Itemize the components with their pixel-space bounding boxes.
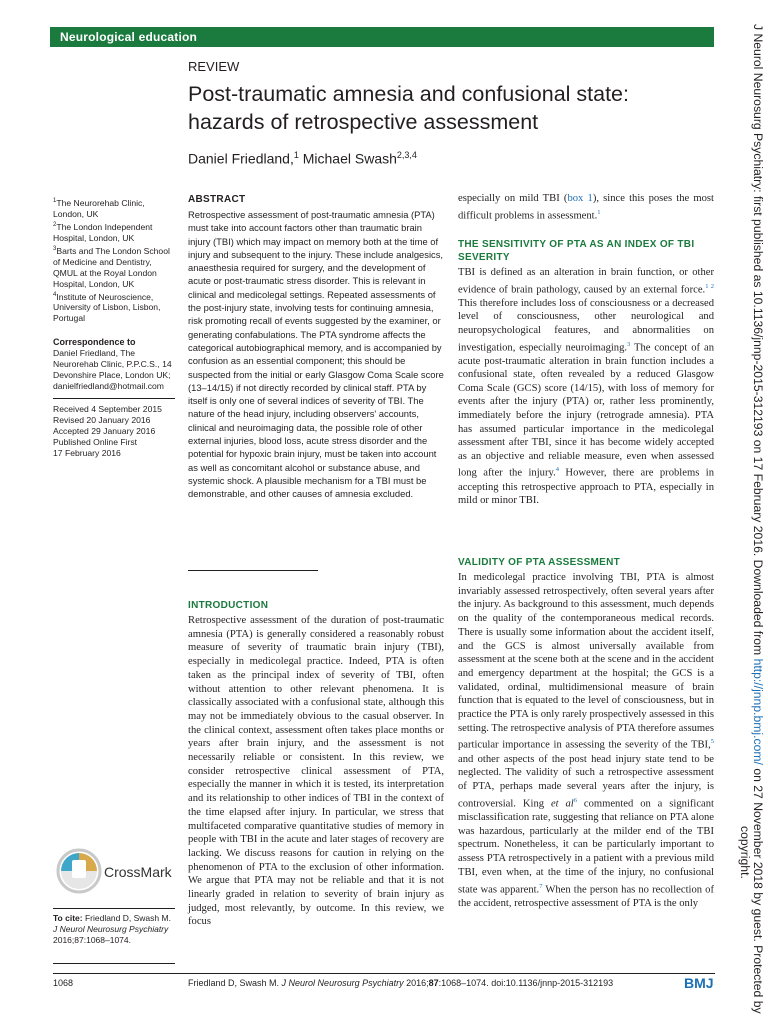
- footer-divider: [53, 973, 715, 974]
- reference-link[interactable]: 7: [539, 882, 543, 890]
- abstract-text: Retrospective assessment of post-traumatic amnesia (PTA) must take into account factors other than traumatic brain injury (TBI) which may impact on memory both at the time of injury and subsequent to the injury. These include analgesics, anaesthesia required for surgery, and the development of acute or post-traumatic stress disorder. This is relevant in clinical and medicolegal settings. Repeated assessments of the post-injury state, involving tests for continuing amnesia, risk promoting recall of events suggested by the examiner, or generating confabulations. The PTA syndrome affects the categorical autobiographical memory, and is accompanied by confusion as an essential component; this should be suspected from the initial or early Glasgow Coma Scale score (13–14/15) if not directly recorded by clinical staff. PTA by itself is only one of several indices of severity of TBI. The nature of the head injury, including observers' accounts, clinical and neuroimaging data, the possible role of other external injuries, blood loss, acute stress disorder and the potential for hypoxic brain injury, must be taken into account as well as concomitant alcohol or substance abuse, and systemic shock. A plausible mechanism for a TBI must be demonstrable, and other causes of amnesia excluded.: [188, 209, 444, 500]
- correspondence-address[interactable]: Daniel Friedland, The Neurorehab Clinic, P.P.C.S., 14 Devonshire Place, London UK; danielfriedland@hotmail.com: [53, 348, 172, 391]
- reference-link[interactable]: 1: [597, 208, 601, 216]
- abstract-divider: [188, 570, 318, 571]
- validity-heading: VALIDITY OF PTA ASSESSMENT: [458, 557, 621, 568]
- box-1-link[interactable]: box 1: [567, 193, 593, 204]
- reference-link[interactable]: 1 2: [705, 282, 714, 290]
- article-type: REVIEW: [188, 59, 240, 74]
- reference-link[interactable]: 4: [555, 466, 559, 474]
- article-title: Post-traumatic amnesia and confusional state: hazards of retrospective assessment: [188, 82, 629, 134]
- author-1[interactable]: Daniel Friedland,: [188, 150, 294, 167]
- author-list: Daniel Friedland,$^1$ Michael Swash$^{2,3,4}$: [188, 150, 417, 167]
- crossmark-icon: [56, 848, 102, 894]
- section-banner: Neurological education: [50, 27, 714, 47]
- reference-link[interactable]: 5: [710, 738, 714, 746]
- page-number: 1068: [53, 978, 74, 988]
- introduction-text: Retrospective assessment of the duration of post-traumatic amnesia (PTA) is generally considered a reasonably robust measure of severity of traumatic brain injury (TBI), especially in medicolegal practice. Indeed, PTA is often taken as the principal index of severity of TBI, often without attention to other relevant phenomena. It is classically associated with a confusional state, although this may not be immediately obvious to the casual observer. In the clinical context, assessment often takes place months or years after brain injury, and the assessment is not necessarily reliable or consistent. In this review, we consider retrospective clinical assessment of PTA, especially the manner in which it is tested, its interpretation and its relationship to other indices of TBI in the context of the time elapsed after injury. In particular, we stress that multifaceted comparative quantitative studies of memory in people with TBI in the acute and later stages of recovery are lacking. We discuss reasons for caution in relying on the phenomenon of PTA to the exclusion of other information. We argue that PTA may not be reliable and that it is not linearly graded in relation to severity of brain injury as judged, most relevantly, by outcome. In this review, we focus: [188, 615, 444, 928]
- reference-link[interactable]: 3: [627, 340, 631, 348]
- reference-link[interactable]: 6: [573, 796, 577, 804]
- correspondence: Correspondence to Daniel Friedland, The Neurorehab Clinic, P.P.C.S., 14 Devonshire Place, London UK; danielfriedland@hotmail.com: [53, 334, 175, 392]
- sensitivity-heading: THE SENSITIVITY OF PTA AS AN INDEX OF TBI SEVERITY: [458, 239, 695, 263]
- bmj-logo: BMJ: [684, 975, 714, 991]
- crossmark-label: CrossMark: [104, 864, 172, 880]
- footer-citation: Friedland D, Swash M. J Neurol Neurosurg Psychiatry 2016;87:1068–1074. doi:10.1136/jnnp-2015-312193: [188, 978, 614, 988]
- introduction-heading: INTRODUCTION: [188, 600, 269, 611]
- citation-box: To cite: Friedland D, Swash M. J Neurol Neurosurg Psychiatry 2016;87:1068–1074.: [53, 908, 175, 964]
- abstract-heading: ABSTRACT: [188, 194, 246, 205]
- author-2[interactable]: Michael Swash: [298, 150, 397, 167]
- sensitivity-text: TBI is defined as an alteration in brain function, or other evidence of brain pathology, caused by an external force.$^{1 2}$ This therefore includes loss of consciousness or a decreased level of consciousness, other neurological and neuropsychological features, and abnormalities on investigation, especially neuroimaging.$^3$ The concept of an acute post-traumatic alteration in brain function includes a confusional state, often revealed by a reduced Glasgow Coma Scale (GCS) score (14/15), with loss of memory for events after the injury (PTA) or, rather less prominently, immediately before the injury (retrograde amnesia). PTA has assumed particular importance in the medicolegal assessment after TBI, since it has become widely accepted as an objective and reliable measure, even when assessed long after the injury.$^4$ However, there are problems in accepting this retrospective approach to PTA, especially in mild or minor TBI.: [458, 267, 714, 507]
- article-dates: Received 4 September 2015 Revised 20 January 2016 Accepted 29 January 2016 Published Online First 17 February 2016: [53, 404, 162, 458]
- column2-lead-text: especially on mild TBI (box 1), since this poses the most difficult problems in assessment.$^1$: [458, 193, 714, 222]
- journal-url-link[interactable]: http://jnnp.bmj.com/: [751, 658, 765, 765]
- affiliations: $^1$The Neurorehab Clinic, London, UK $^2$The London Independent Hospital, London, UK $^3$Barts and The London School of Medicine and Dentistry, QMUL at the Royal London Hospital, London, UK $^4$Institute of Neuroscience, University of Lisbon, Lisbon, Portugal: [53, 197, 170, 324]
- divider: [53, 398, 175, 399]
- vertical-notice: J Neurol Neurosurg Psychiatry: first published as 10.1136/jnnp-2015-312193 on 17 February 2016. Downloaded from http://jnnp.bmj.com/ on 27 November 2018 by guest. Protected by copyright.: [738, 24, 765, 1014]
- validity-text: In medicolegal practice involving TBI, PTA is almost invariably assessed retrospectively, often several years after the injury. As background to this assessment, much depends on the quality of the contemporaneous medical records. There is usually some information about the accident itself, and the GCS is almost universally available from assessment at the scene both at the scene and in the accident and emergency department at the hospital; the GCS is a validated, ordinal, multidimensional measure of brain function that is equated to the level of consciousness, but in practice the PTA is only rarely prospectively assessed in this setting. The retrospective analysis of PTA therefore assumes particular importance in assessing the severity of the TBI,$^5$ and other aspects of the post head injury state tend to be neglected. The validity of such a retrospective assessment of PTA, perhaps made several years after the injury, is controversial. King et al$^6$ commented on a significant misclassification rate, suggesting that reliance on PTA alone was hazardous, particularly at the milder end of the TBI spectrum. Nonetheless, it can be particularly important to assess PTA retrospectively in a patient with a previous mild TBI, even when, at the time of the injury, no confusional state was apparent.$^7$ When the person has no recollection of the accident, retrospective assessment of PTA is the only: [458, 572, 715, 909]
